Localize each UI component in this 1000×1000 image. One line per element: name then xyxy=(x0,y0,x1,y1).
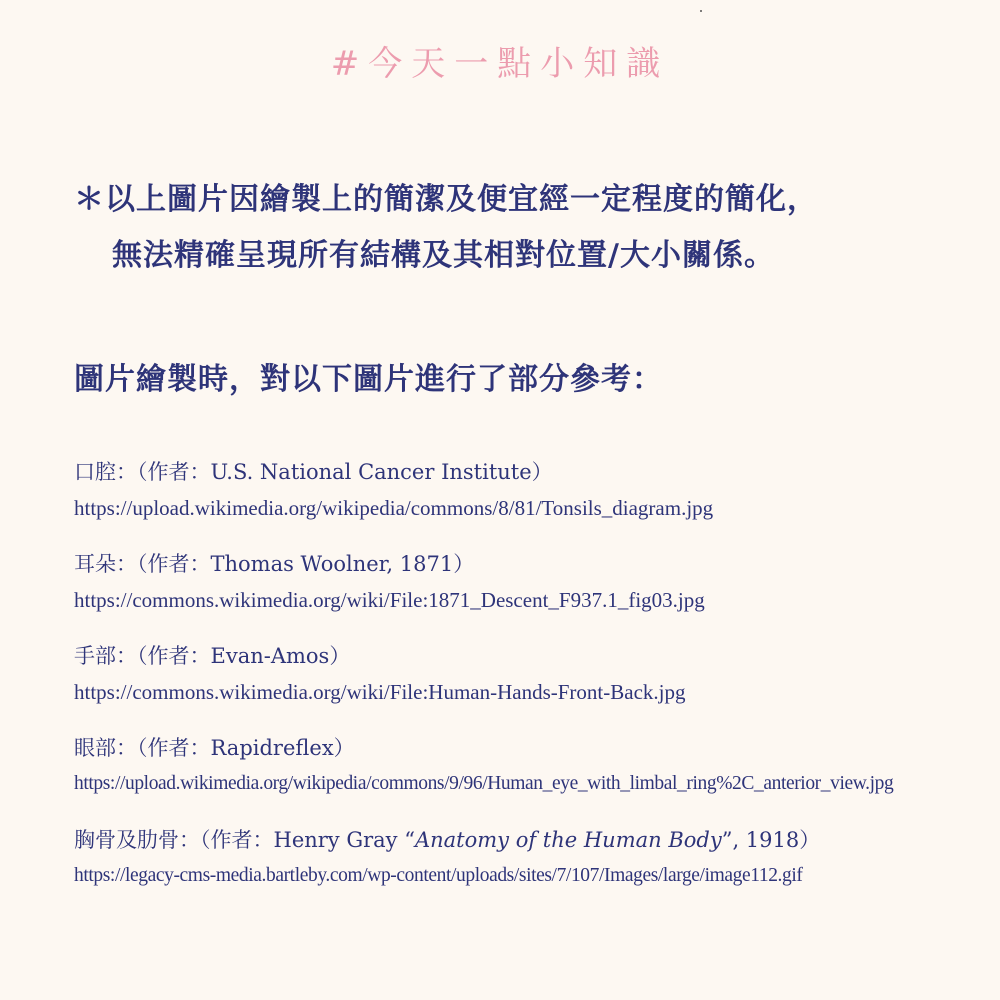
reference-author xyxy=(74,822,984,858)
simplification-note xyxy=(74,172,974,284)
author-suffix: ”, 1918） xyxy=(721,828,821,852)
reference-author: 口腔：（作者：U.S. National Cancer Institute） xyxy=(74,460,553,484)
book-title: Anatomy of the Human Body xyxy=(414,828,722,852)
reference-link[interactable]: https://commons.wikimedia.org/wiki/File:1871_Descent_F937.1_fig03.jpg xyxy=(74,588,705,612)
reference-author: 手部：（作者：Evan-Amos） xyxy=(74,644,351,668)
reference-link[interactable]: https://upload.wikimedia.org/wikipedia/commons/8/81/Tonsils_diagram.jpg xyxy=(74,496,714,520)
decorative-dot xyxy=(700,10,702,12)
reference-author: 耳朵：（作者：Thomas Woolner, 1871） xyxy=(74,552,475,576)
references-heading: 圖片繪製時，對以下圖片進行了部分參考： xyxy=(74,362,663,397)
reference-author: 眼部：（作者：Rapidreflex） xyxy=(74,736,355,760)
reference-item-mouth xyxy=(74,454,984,526)
note-line-1: ＊以上圖片因繪製上的簡潔及便宜經一定程度的簡化， xyxy=(74,182,818,217)
reference-link[interactable]: https://legacy-cms-media.bartleby.com/wp-content/uploads/sites/7/107/Images/large/image112.gif xyxy=(74,865,803,886)
hashtag-title: #今天一點小知識 xyxy=(330,44,670,84)
reference-link[interactable]: https://commons.wikimedia.org/wiki/File:Human-Hands-Front-Back.jpg xyxy=(74,680,686,704)
reference-link[interactable]: https://upload.wikimedia.org/wikipedia/commons/9/96/Human_eye_with_limbal_ring%2C_anterior_view.jpg xyxy=(74,773,894,794)
reference-item-hand xyxy=(74,638,984,710)
reference-item-sternum-ribs xyxy=(74,822,984,894)
reference-item-eye xyxy=(74,730,984,802)
note-line-2: 無法精確呈現所有結構及其相對位置/大小關係。 xyxy=(112,238,775,273)
references-list xyxy=(74,454,984,914)
reference-item-ear xyxy=(74,546,984,618)
author-prefix: 胸骨及肋骨：（作者：Henry Gray “ xyxy=(74,828,415,852)
